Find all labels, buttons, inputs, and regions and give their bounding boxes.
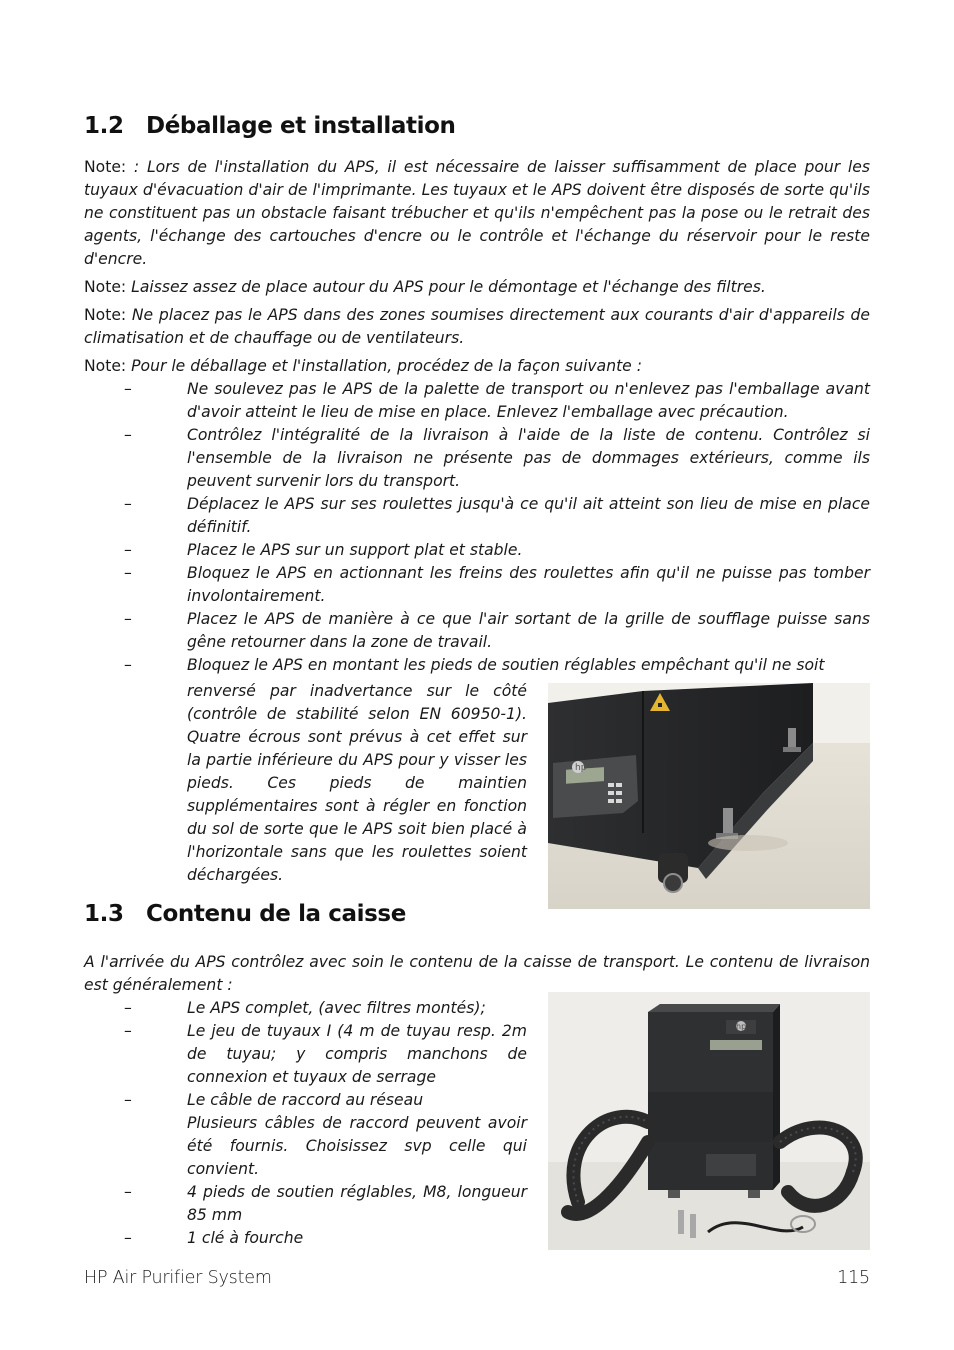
list-dash: – bbox=[124, 541, 132, 559]
note-label: Note: bbox=[84, 306, 127, 324]
list-dash: – bbox=[124, 1091, 132, 1109]
list-item-text: 4 pieds de soutien réglables, M8, longueur 85 mm bbox=[187, 1183, 527, 1224]
hp-logo: hp bbox=[575, 763, 587, 773]
intro-paragraph: A l'arrivée du APS contrôlez avec soin le contenu de la caisse de transport. Le contenu de livraison est généralement : bbox=[84, 953, 870, 994]
list-item bbox=[84, 493, 870, 539]
list-item bbox=[84, 654, 870, 677]
note-paragraph bbox=[84, 304, 870, 350]
list-item-text: 1 clé à fourche bbox=[187, 1229, 304, 1247]
list-item bbox=[84, 1020, 527, 1089]
list-dash: – bbox=[124, 610, 132, 628]
list-item-text: Bloquez le APS en montant les pieds de soutien réglables empêchant qu'il ne soit bbox=[187, 656, 825, 674]
note-paragraph bbox=[84, 276, 870, 299]
section-heading-1-2 bbox=[84, 113, 455, 139]
list-item bbox=[84, 1089, 527, 1181]
note-text: Pour le déballage et l'installation, procédez de la façon suivante : bbox=[126, 357, 642, 375]
list-item bbox=[84, 1227, 527, 1250]
page-number: 115 bbox=[837, 1268, 870, 1288]
list-dash: – bbox=[124, 426, 132, 444]
list-item-text: Le APS complet, (avec filtres montés); bbox=[187, 999, 486, 1017]
crate-contents-list bbox=[84, 997, 527, 1250]
list-item-note: Plusieurs câbles de raccord peuvent avoir été fournis. Choisissez svp celle qui convient. bbox=[187, 1114, 527, 1178]
note-text: : Lors de l'installation du APS, il est nécessaire de laisser suffisamment de place pour les tuyaux d'évacuation d'air de l'imprimante. Les tuyaux et le APS doivent être disposés de sorte qu'ils ne constituent pas un obstacle faisant trébucher et qu'ils n'empêchent pas la pose ou le retrait des agents, l'échange des cartouches d'encre ou le contrôle et l'échange du réservoir pour le reste d'encre. bbox=[84, 158, 870, 268]
note-text: Ne placez pas le APS dans des zones soumises directement aux courants d'air d'appareils de climatisation et de chauffage ou de ventilateurs. bbox=[84, 306, 870, 347]
list-item bbox=[84, 1181, 527, 1227]
footer-title: HP Air Purifier System bbox=[84, 1268, 272, 1288]
section-number: 1.3 bbox=[84, 901, 124, 927]
list-item-text: Ne soulevez pas le APS de la palette de transport ou n'enlevez pas l'emballage avant d'avoir atteint le lieu de mise en place. Enlevez l'emballage avec précaution. bbox=[187, 380, 870, 421]
list-item bbox=[84, 539, 870, 562]
note-text: Laissez assez de place autour du APS pour le démontage et l'échange des filtres. bbox=[126, 278, 766, 296]
note-label: Note: bbox=[84, 158, 127, 176]
note-label: Note: bbox=[84, 278, 127, 296]
note-paragraph bbox=[84, 156, 870, 271]
list-item-text: Le câble de raccord au réseau bbox=[187, 1091, 424, 1109]
list-dash: – bbox=[124, 380, 132, 398]
note-label: Note: bbox=[84, 357, 127, 375]
list-item-text: Placez le APS de manière à ce que l'air sortant de la grille de soufflage puisse sans gêne retourner dans la zone de travail. bbox=[187, 610, 870, 651]
list-item-text: Contrôlez l'intégralité de la livraison à l'aide de la liste de contenu. Contrôlez si l'ensemble de la livraison ne présente pas de dommages extérieurs, comme ils peuvent survenir lors du transport. bbox=[187, 426, 870, 490]
aps-contents-illustration bbox=[548, 992, 870, 1250]
aps-contents-photo bbox=[548, 992, 870, 1250]
note-paragraph bbox=[84, 355, 870, 378]
list-item-continuation: renversé par inadvertance sur le côté (contrôle de stabilité selon EN 60950-1). Quatre écrous sont prévus à cet effet sur la partie inférieure du APS pour y visser les pieds. Ces pieds de maintien supplémentaires sont à régler en fonction du sol de sorte que le APS soit bien placé à l'horizontale sans que les roulettes soient déchargées. bbox=[187, 682, 527, 884]
list-dash: – bbox=[124, 1183, 132, 1201]
list-item bbox=[84, 608, 870, 654]
section-number: 1.2 bbox=[84, 113, 124, 139]
section-title: Déballage et installation bbox=[146, 113, 456, 139]
list-dash: – bbox=[124, 1022, 132, 1040]
list-item-text: Placez le APS sur un support plat et stable. bbox=[187, 541, 523, 559]
hp-logo: hp bbox=[736, 1022, 747, 1031]
section-heading-1-3 bbox=[84, 901, 406, 927]
list-item bbox=[84, 562, 870, 608]
list-dash: – bbox=[124, 1229, 132, 1247]
list-item-text: Bloquez le APS en actionnant les freins des roulettes afin qu'il ne puisse pas tomber involontairement. bbox=[187, 564, 870, 605]
list-item bbox=[84, 378, 870, 424]
list-dash: – bbox=[124, 564, 132, 582]
installation-steps-list bbox=[84, 378, 870, 677]
section-title: Contenu de la caisse bbox=[146, 901, 406, 927]
aps-feet-photo bbox=[548, 683, 870, 909]
list-item bbox=[84, 997, 527, 1020]
aps-feet-illustration bbox=[548, 683, 870, 909]
list-dash: – bbox=[124, 999, 132, 1017]
list-item bbox=[84, 424, 870, 493]
list-item-text: Le jeu de tuyaux I (4 m de tuyau resp. 2m de tuyau; y compris manchons de connexion et tuyaux de serrage bbox=[187, 1022, 527, 1086]
list-item-text: Déplacez le APS sur ses roulettes jusqu'à ce qu'il ait atteint son lieu de mise en place définitif. bbox=[187, 495, 870, 536]
list-dash: – bbox=[124, 495, 132, 513]
list-dash: – bbox=[124, 656, 132, 674]
